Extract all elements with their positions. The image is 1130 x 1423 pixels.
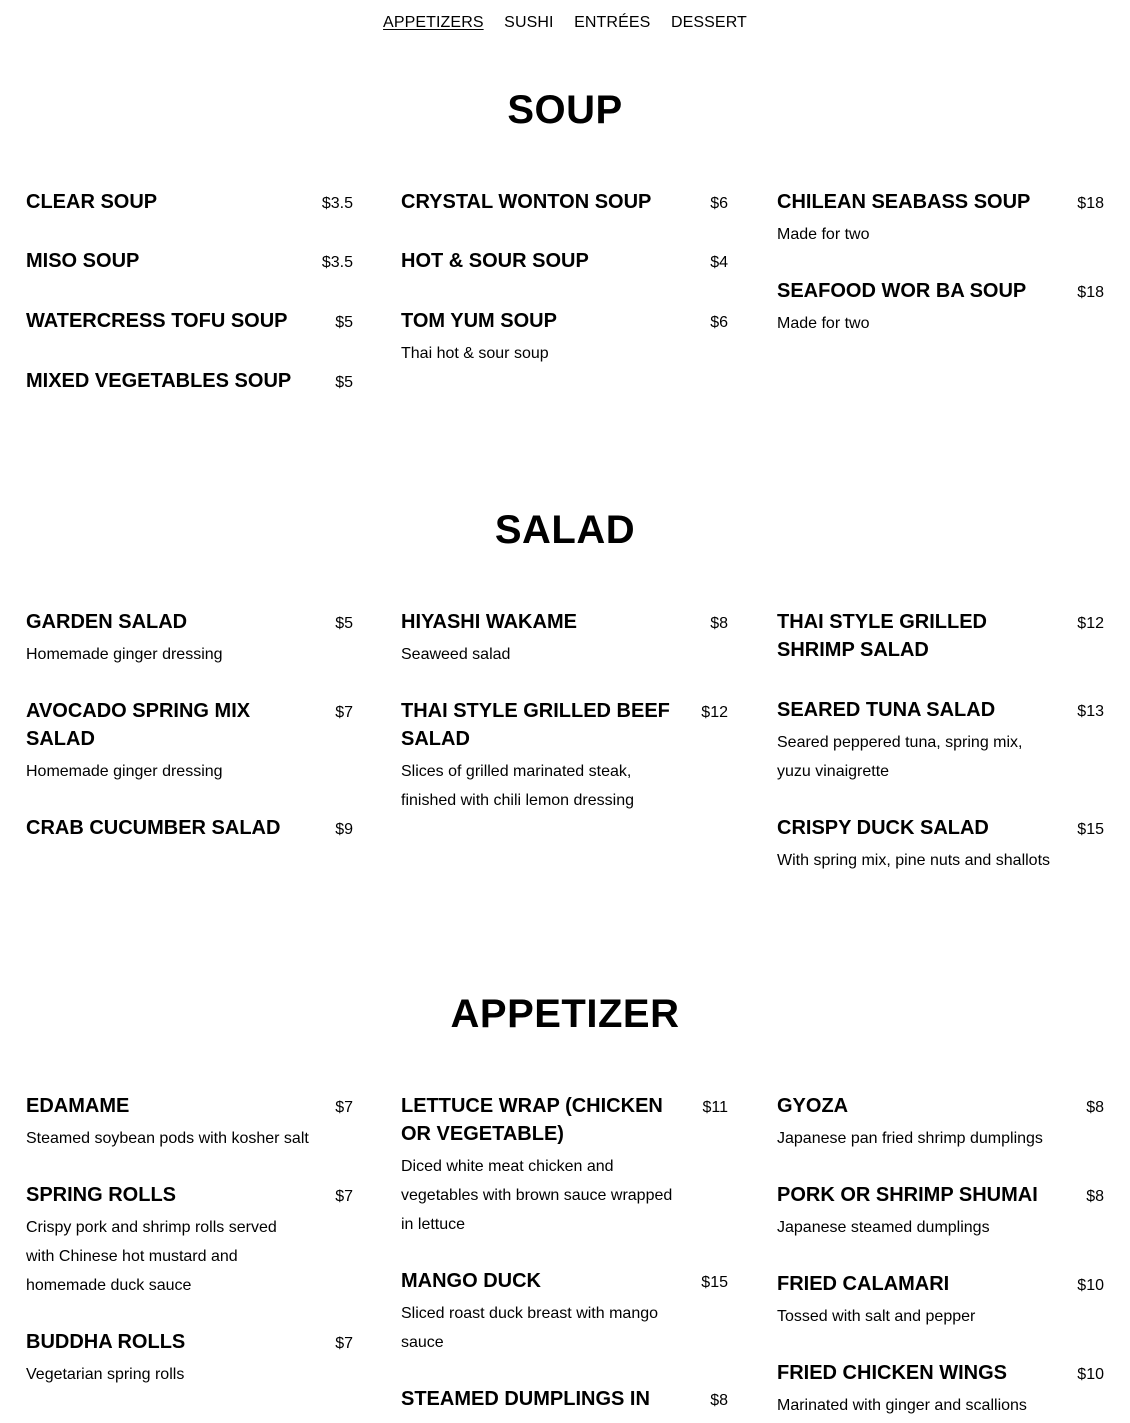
item-description: Japanese pan fried shrimp dumplings <box>777 1130 1043 1147</box>
item-description: Vegetarian spring rolls <box>26 1366 185 1383</box>
item-price: $12 <box>701 704 728 721</box>
item-description: Homemade ginger dressing <box>26 763 223 780</box>
item-description: Made for two <box>777 226 870 243</box>
section-title-salad: SALAD <box>494 508 636 552</box>
item-price: $7 <box>335 704 353 721</box>
menu-item <box>777 1092 1104 1153</box>
item-price: $7 <box>335 1099 353 1116</box>
salad-column-2 <box>401 608 728 815</box>
item-description: With spring mix, pine nuts and shallots <box>777 852 1051 869</box>
top-nav <box>0 14 1130 32</box>
item-price: $8 <box>1086 1188 1104 1205</box>
item-name: WATERCRESS TOFU SOUP <box>26 310 288 332</box>
menu-item <box>401 697 728 815</box>
item-name: CHILEAN SEABASS SOUP <box>777 191 1031 213</box>
item-name: MANGO DUCK <box>401 1270 541 1292</box>
item-name: CRAB CUCUMBER SALAD <box>26 817 281 839</box>
item-price: $15 <box>1077 821 1104 838</box>
appetizer-column-2 <box>401 1092 728 1413</box>
item-name: AVOCADO SPRING MIX SALAD <box>26 700 251 750</box>
menu-item <box>26 367 353 395</box>
salad-column-1 <box>26 608 353 842</box>
item-name: STEAMED DUMPLINGS IN <box>401 1388 650 1410</box>
item-price: $3.5 <box>321 195 353 212</box>
item-price: $5 <box>335 314 353 331</box>
menu-item <box>401 1092 728 1239</box>
menu-item <box>26 1181 353 1300</box>
item-price: $8 <box>710 1392 728 1409</box>
menu-item <box>26 608 353 669</box>
item-name: CRISPY DUCK SALAD <box>777 817 989 839</box>
menu-item <box>401 307 728 368</box>
item-price: $18 <box>1077 284 1104 301</box>
item-description: Crispy pork and shrimp rolls served with Chinese hot mustard and homemade duck sauce <box>26 1219 277 1294</box>
menu-item <box>401 1385 728 1413</box>
item-price: $18 <box>1077 195 1104 212</box>
item-price: $15 <box>701 1274 728 1291</box>
item-price: $6 <box>710 195 728 212</box>
item-description: Homemade ginger dressing <box>26 646 223 663</box>
item-price: $7 <box>335 1335 353 1352</box>
item-name: EDAMAME <box>26 1095 130 1117</box>
item-name: PORK OR SHRIMP SHUMAI <box>777 1184 1038 1206</box>
item-name: FRIED CHICKEN WINGS <box>777 1362 1007 1384</box>
item-description: Tossed with salt and pepper <box>777 1308 976 1325</box>
section-title-appetizer: APPETIZER <box>450 992 680 1036</box>
soup-column-1 <box>26 188 353 395</box>
item-description: Seared peppered tuna, spring mix, yuzu vinaigrette <box>777 734 1023 780</box>
item-name: HOT & SOUR SOUP <box>401 250 589 272</box>
menu-item <box>26 1328 353 1389</box>
item-name: LETTUCE WRAP (CHICKEN OR VEGETABLE) <box>401 1095 663 1145</box>
nav-link-sushi[interactable]: SUSHI <box>504 14 554 31</box>
item-name: BUDDHA ROLLS <box>26 1331 186 1353</box>
soup-column-3 <box>777 188 1104 338</box>
item-name: SEAFOOD WOR BA SOUP <box>777 280 1027 302</box>
salad-column-3 <box>777 608 1104 875</box>
item-name: THAI STYLE GRILLED BEEF SALAD <box>401 700 670 750</box>
item-price: $4 <box>710 254 728 271</box>
nav-link-dessert[interactable]: DESSERT <box>670 14 747 31</box>
menu-item <box>777 1359 1104 1420</box>
menu-item <box>401 247 728 275</box>
item-price: $8 <box>710 615 728 632</box>
item-name: MISO SOUP <box>26 250 140 272</box>
item-name: CLEAR SOUP <box>26 191 158 213</box>
appetizer-column-3 <box>777 1092 1104 1420</box>
item-description: Seaweed salad <box>401 646 511 663</box>
item-name: CRYSTAL WONTON SOUP <box>401 191 652 213</box>
nav-link-entrees[interactable]: ENTRÉES <box>574 14 651 31</box>
item-name: TOM YUM SOUP <box>401 310 557 332</box>
item-price: $5 <box>335 374 353 391</box>
menu-item <box>401 1267 728 1357</box>
menu-item <box>777 277 1104 338</box>
item-name: GYOZA <box>777 1095 849 1117</box>
item-price: $5 <box>335 615 353 632</box>
appetizer-column-1 <box>26 1092 353 1389</box>
menu-item <box>777 188 1104 249</box>
item-description: Japanese steamed dumplings <box>777 1219 990 1236</box>
item-price: $13 <box>1077 703 1104 720</box>
menu-item <box>401 608 728 669</box>
item-price: $9 <box>335 821 353 838</box>
menu-item <box>401 188 728 216</box>
menu-item <box>777 1181 1104 1242</box>
item-price: $8 <box>1086 1099 1104 1116</box>
item-description: Thai hot & sour soup <box>401 345 549 362</box>
menu-item <box>26 188 353 216</box>
menu-item <box>26 307 353 335</box>
menu-item <box>26 247 353 275</box>
item-description: Steamed soybean pods with kosher salt <box>26 1130 309 1147</box>
item-description: Slices of grilled marinated steak, finished with chili lemon dressing <box>401 763 634 809</box>
item-description: Sliced roast duck breast with mango sauce <box>401 1305 659 1351</box>
menu-item <box>777 696 1104 786</box>
menu-item <box>777 1270 1104 1331</box>
section-title-soup: SOUP <box>507 88 623 132</box>
nav-link-appetizers[interactable]: APPETIZERS <box>383 14 484 31</box>
item-price: $3.5 <box>321 254 353 271</box>
item-price: $10 <box>1077 1277 1104 1294</box>
item-name: SPRING ROLLS <box>26 1184 177 1206</box>
soup-column-2 <box>401 188 728 368</box>
menu-item <box>26 814 353 842</box>
menu-item <box>26 1092 353 1153</box>
item-price: $11 <box>702 1099 728 1116</box>
menu-item <box>777 814 1104 875</box>
item-description: Made for two <box>777 315 870 332</box>
item-price: $12 <box>1077 615 1104 632</box>
item-description: Diced white meat chicken and vegetables with brown sauce wrapped in lettuce <box>401 1158 673 1233</box>
item-description: Marinated with ginger and scallions <box>777 1397 1027 1414</box>
item-price: $6 <box>710 314 728 331</box>
item-name: GARDEN SALAD <box>26 611 188 633</box>
item-name: MIXED VEGETABLES SOUP <box>26 370 292 392</box>
item-name: THAI STYLE GRILLED SHRIMP SALAD <box>777 611 987 661</box>
menu-item <box>26 697 353 786</box>
item-name: FRIED CALAMARI <box>777 1273 950 1295</box>
item-price: $7 <box>335 1188 353 1205</box>
item-price: $10 <box>1077 1366 1104 1383</box>
item-name: SEARED TUNA SALAD <box>777 699 996 721</box>
item-name: HIYASHI WAKAME <box>401 611 577 633</box>
menu-item <box>777 608 1104 664</box>
